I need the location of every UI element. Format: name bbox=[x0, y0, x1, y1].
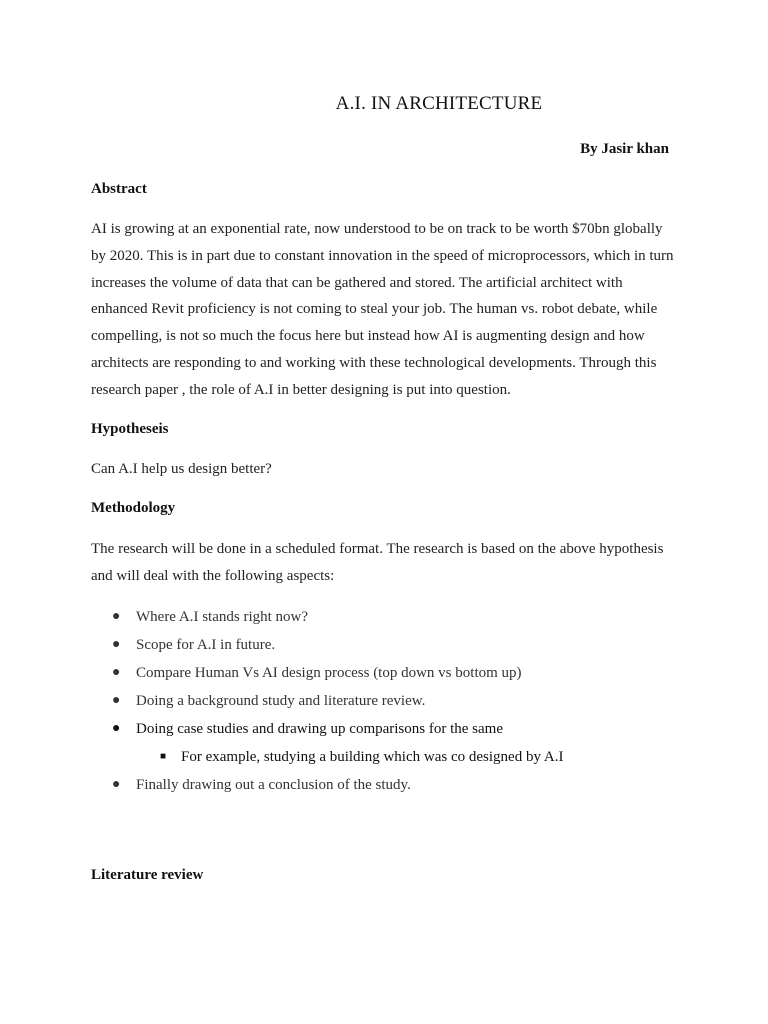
list-item bbox=[91, 687, 691, 715]
sub-list-item-text: For example, studying a building which was co designed by A.I bbox=[181, 749, 564, 765]
hypothesis-line: Can A.I help us design better? bbox=[91, 461, 272, 477]
list-item bbox=[91, 771, 691, 799]
methodology-paragraph bbox=[91, 536, 691, 590]
abstract-line: compelling, is not so much the focus here but instead how AI is augmenting design and how bbox=[91, 328, 645, 345]
square-bullet-icon: ■ bbox=[160, 751, 167, 762]
methodology-list bbox=[91, 603, 691, 799]
disc-bullet-icon: ● bbox=[112, 693, 121, 708]
abstract-line: by 2020. This is in part due to constant innovation in the speed of microprocessors, which in turn bbox=[91, 247, 674, 264]
disc-bullet-icon: ● bbox=[112, 609, 121, 624]
disc-bullet-icon: ● bbox=[112, 721, 121, 736]
document-title: A.I. IN ARCHITECTURE bbox=[335, 93, 543, 114]
hypothesis-heading: Hypotheseis bbox=[91, 421, 169, 437]
disc-bullet-icon: ● bbox=[112, 777, 121, 792]
abstract-heading: Abstract bbox=[91, 181, 147, 197]
disc-bullet-icon: ● bbox=[112, 637, 121, 652]
abstract-paragraph bbox=[91, 216, 691, 404]
hypothesis-text bbox=[91, 456, 691, 483]
abstract-line: AI is growing at an exponential rate, now understood to be on track to be worth $70bn globally bbox=[91, 221, 663, 237]
list-item bbox=[91, 603, 691, 631]
list-item-text: Finally drawing out a conclusion of the study. bbox=[136, 777, 411, 793]
abstract-line: increases the volume of data that can be gathered and stored. The artificial architect with bbox=[91, 274, 623, 291]
abstract-line: architects are responding to and working with these technological developments. Through this bbox=[91, 354, 657, 371]
author-byline: By Jasir khan bbox=[580, 141, 669, 157]
disc-bullet-icon: ● bbox=[112, 665, 121, 680]
methodology-heading: Methodology bbox=[91, 500, 176, 516]
list-item-text: Where A.I stands right now? bbox=[136, 609, 309, 625]
literature-review-heading: Literature review bbox=[91, 867, 204, 883]
list-item bbox=[91, 659, 691, 687]
sub-list-item bbox=[91, 743, 691, 771]
list-item-text: Doing case studies and drawing up comparisons for the same bbox=[136, 721, 503, 737]
abstract-line: research paper , the role of A.I in better designing is put into question. bbox=[91, 381, 511, 398]
abstract-line: enhanced Revit proficiency is not coming to steal your job. The human vs. robot debate, while bbox=[91, 301, 658, 318]
list-item-text: Compare Human Vs AI design process (top down vs bottom up) bbox=[136, 665, 522, 681]
methodology-line: and will deal with the following aspects: bbox=[91, 567, 335, 584]
list-item-text: Doing a background study and literature review. bbox=[136, 693, 426, 709]
list-item bbox=[91, 631, 691, 659]
list-item bbox=[91, 715, 691, 743]
list-item-text: Scope for A.I in future. bbox=[136, 637, 276, 653]
methodology-line: The research will be done in a scheduled format. The research is based on the above hypothesis bbox=[91, 541, 664, 557]
